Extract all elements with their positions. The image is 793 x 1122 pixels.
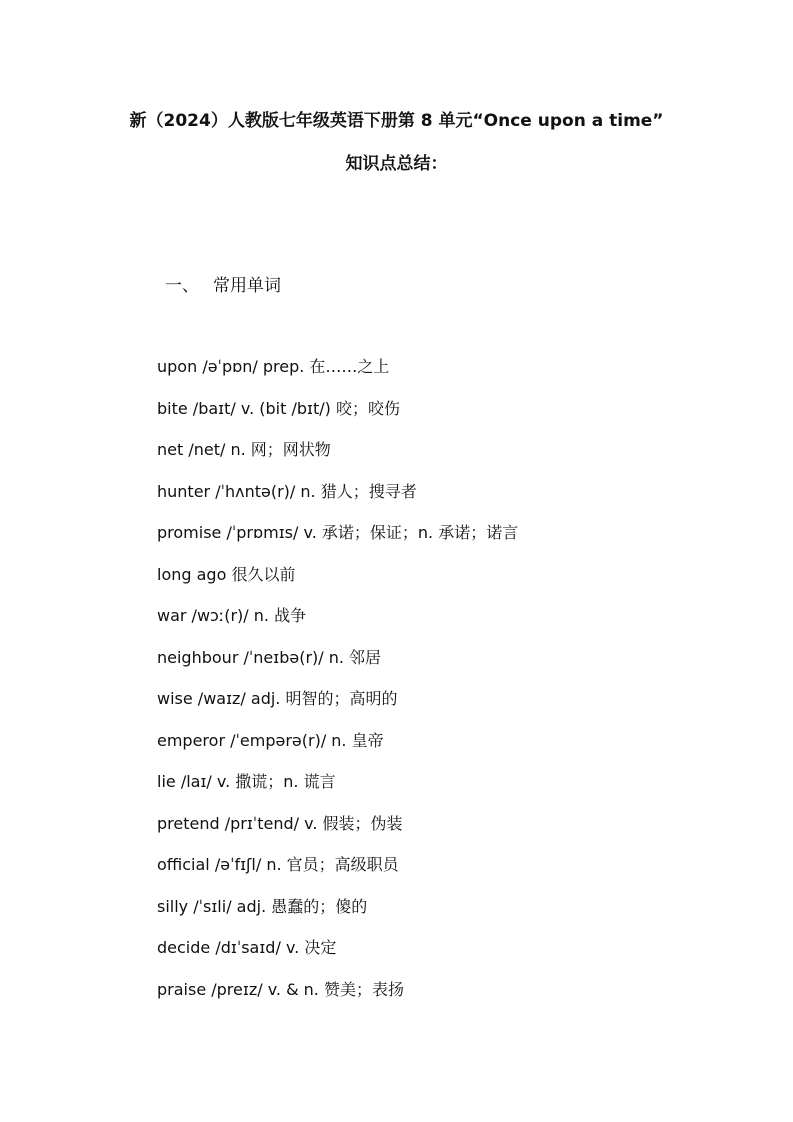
vocab-item: official /əˈfɪʃl/ n. 官员；高级职员	[157, 855, 399, 874]
vocabulary-list	[157, 356, 518, 1020]
section-number: 一、	[165, 276, 199, 296]
section-heading	[165, 271, 281, 296]
vocab-item: wise /waɪz/ adj. 明智的；高明的	[157, 689, 398, 708]
page-title: 新（2024）人教版七年级英语下册第 8 单元“Once upon a time”	[129, 111, 664, 131]
vocab-item: net /net/ n. 网；网状物	[157, 440, 331, 459]
vocab-item: promise /ˈprɒmɪs/ v. 承诺；保证；n. 承诺；诺言	[157, 523, 519, 542]
vocab-item: lie /laɪ/ v. 撒谎；n. 谎言	[157, 772, 336, 791]
vocab-item: neighbour /ˈneɪbə(r)/ n. 邻居	[157, 647, 382, 667]
vocab-item: hunter /ˈhʌntə(r)/ n. 猎人；搜寻者	[157, 481, 417, 501]
vocab-item: bite /baɪt/ v. (bit /bɪt/) 咬；咬伤	[157, 398, 400, 418]
vocab-item: silly /ˈsɪli/ adj. 愚蠢的；傻的	[157, 896, 368, 916]
page-subtitle: 知识点总结：	[345, 154, 448, 174]
vocab-item: praise /preɪz/ v. & n. 赞美；表扬	[157, 979, 404, 999]
vocab-item: war /wɔː(r)/ n. 战争	[157, 606, 307, 625]
vocab-item: emperor /ˈempərə(r)/ n. 皇帝	[157, 730, 384, 750]
section-title: 常用单词	[213, 276, 281, 296]
vocab-item: pretend /prɪˈtend/ v. 假装；伪装	[157, 813, 403, 833]
vocab-item: long ago 很久以前	[157, 564, 296, 584]
vocab-item: upon /əˈpɒn/ prep. 在……之上	[157, 357, 390, 376]
vocab-item: decide /dɪˈsaɪd/ v. 决定	[157, 938, 337, 957]
